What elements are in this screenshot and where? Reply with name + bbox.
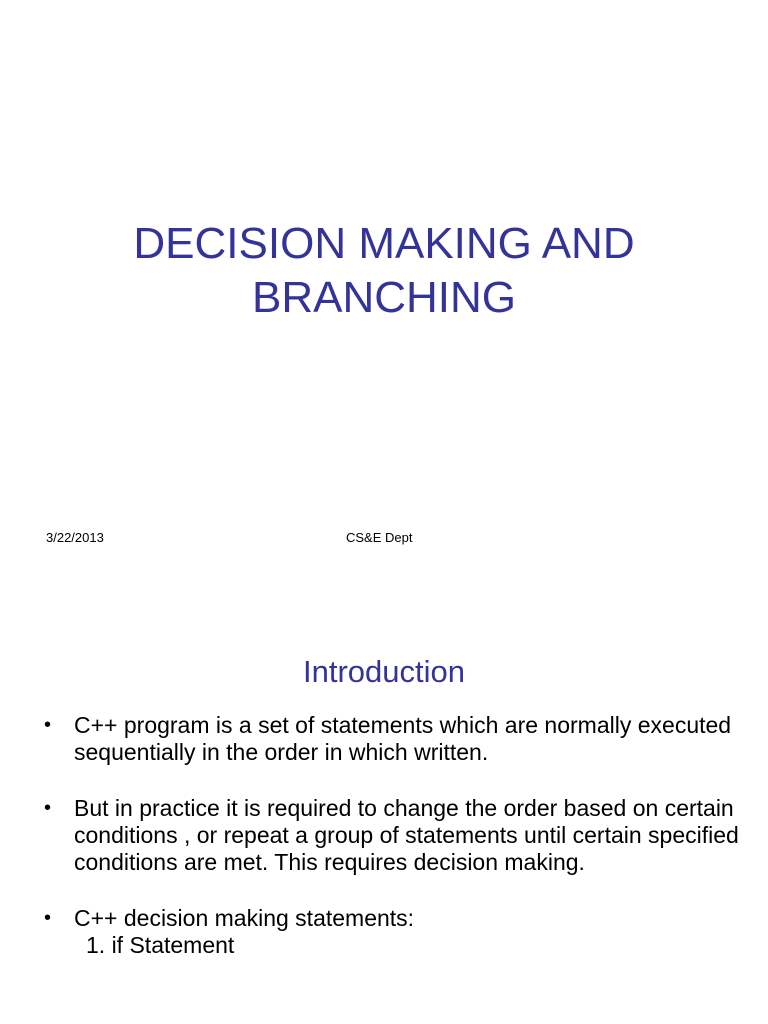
bullet-text: C++ decision making statements:: [74, 905, 415, 931]
slide-title: Introduction: [303, 653, 465, 689]
sub-item: 1. if Statement: [86, 932, 235, 958]
footer-department: CS&E Dept: [346, 530, 413, 545]
bullet-text: C++ program is a set of statements which are normally executed sequentially in the order in which written.: [74, 712, 732, 765]
bullet-dot-icon: •: [44, 907, 52, 929]
bullet-dot-icon: •: [44, 797, 52, 819]
bullet-item: [40, 905, 740, 959]
presentation-title: [0, 217, 768, 325]
bullet-dot-icon: •: [44, 714, 52, 736]
footer-date: 3/22/2013: [46, 530, 104, 545]
bullet-item: [40, 712, 740, 766]
title-line-2: BRANCHING: [251, 273, 517, 323]
title-line-1: DECISION MAKING AND: [133, 219, 635, 269]
bullet-list: [40, 712, 740, 988]
bullet-item: [40, 795, 740, 876]
bullet-text: But in practice it is required to change the order based on certain conditions , or repeat a group of statements until certain specified conditions are met. This requires decision making.: [74, 795, 739, 875]
introduction-slide: [0, 576, 768, 1024]
